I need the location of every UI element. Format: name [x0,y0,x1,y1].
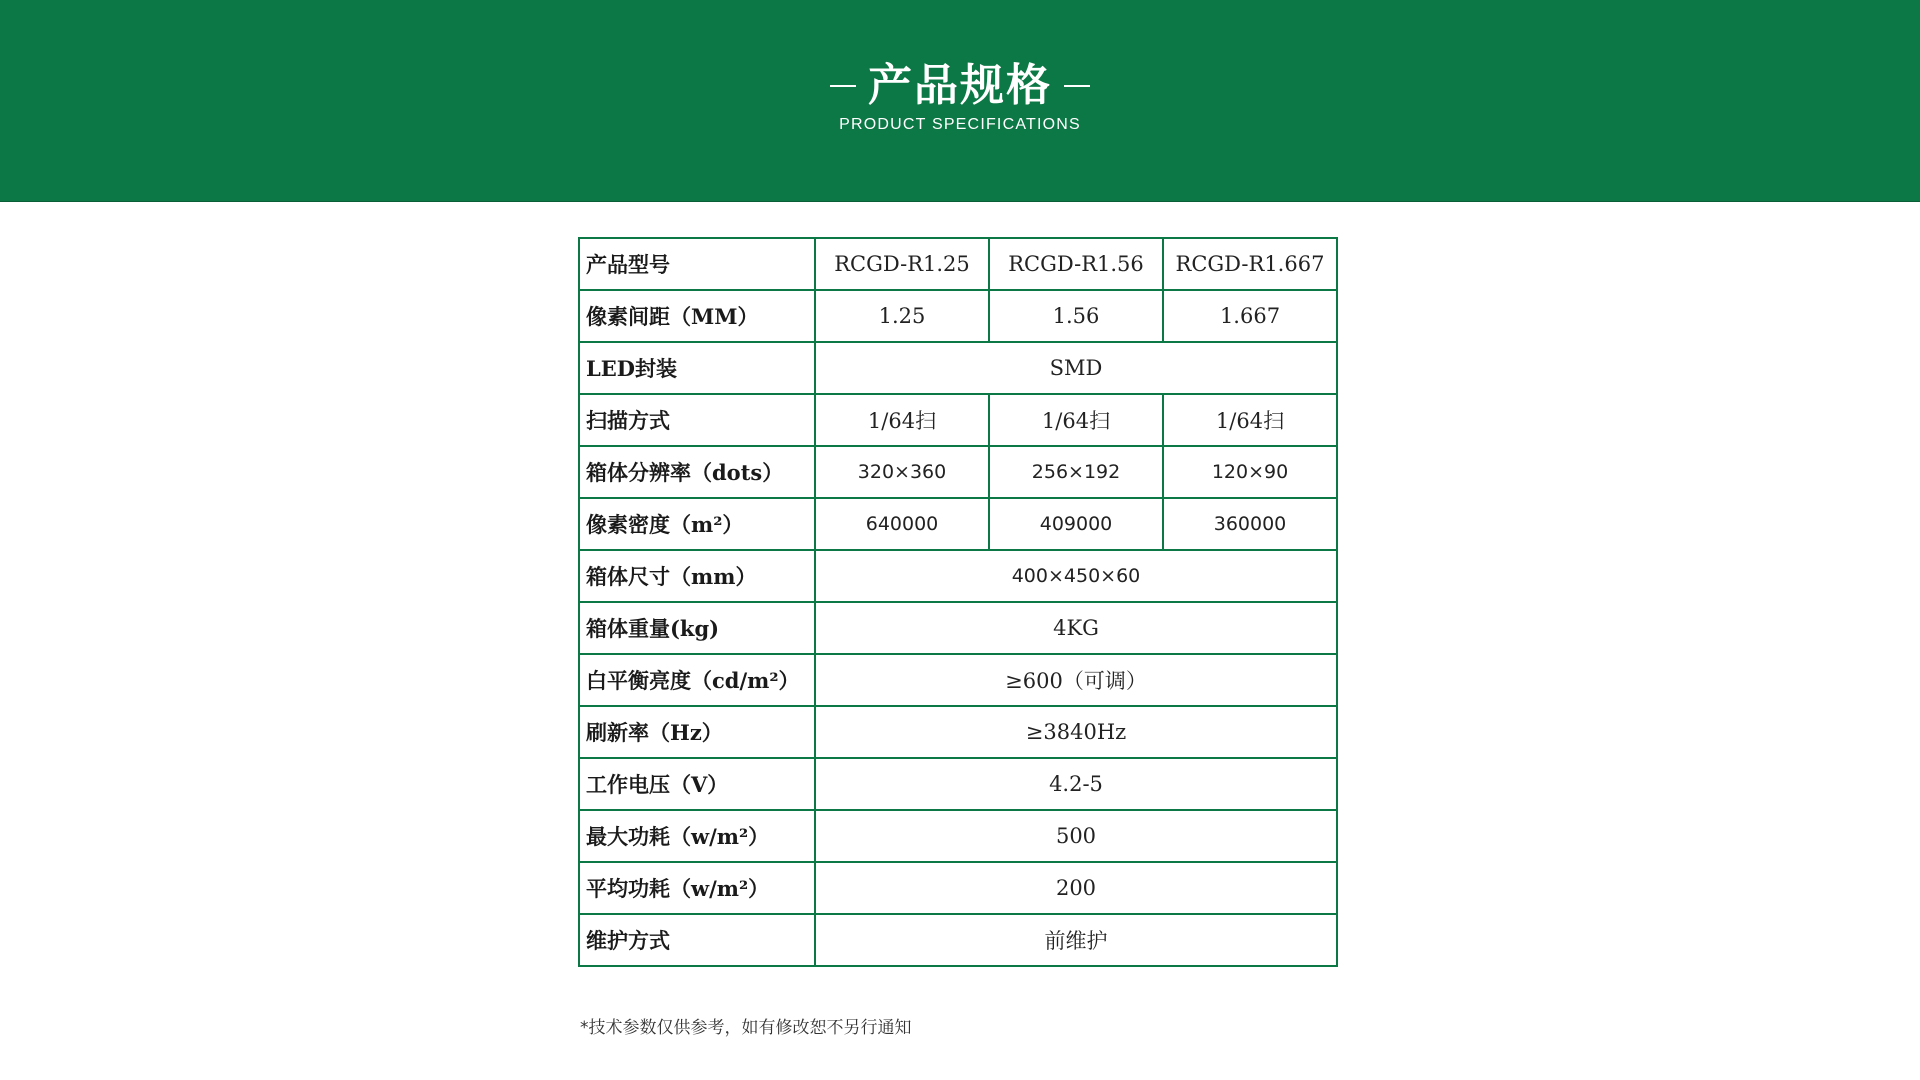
table-cell-merged: SMD [815,342,1337,394]
row-label: 箱体尺寸（mm） [579,550,815,602]
table-row [579,394,1337,446]
row-label: 刷新率（Hz） [579,706,815,758]
table-cell: 360000 [1163,498,1337,550]
table-cell: 640000 [815,498,989,550]
table-row [579,914,1337,966]
table-cell-merged: 400×450×60 [815,550,1337,602]
title-row [0,58,1920,114]
table-cell: 1/64扫 [989,394,1163,446]
row-label: 白平衡亮度（cd/m²） [579,654,815,706]
table-cell: 256×192 [989,446,1163,498]
table-cell: 1/64扫 [1163,394,1337,446]
table-cell-merged: 4KG [815,602,1337,654]
table-cell: 1.667 [1163,290,1337,342]
row-label: 维护方式 [579,914,815,966]
row-label: 像素密度（m²） [579,498,815,550]
table-row [579,758,1337,810]
row-label: 工作电压（V） [579,758,815,810]
page-title: 产品规格 [868,60,1052,111]
table-row [579,550,1337,602]
table-row [579,654,1337,706]
row-label: 扫描方式 [579,394,815,446]
row-label: 产品型号 [579,238,815,290]
title-right-dash [1064,85,1090,87]
table-cell: RCGD-R1.25 [815,238,989,290]
header-banner [0,0,1920,202]
table-row [579,810,1337,862]
row-label: 平均功耗（w/m²） [579,862,815,914]
table-cell: 1.56 [989,290,1163,342]
disclaimer-note: *技术参数仅供参考，如有修改恕不另行通知 [580,1018,912,1038]
table-cell-merged: 200 [815,862,1337,914]
table-cell-merged: ≥3840Hz [815,706,1337,758]
row-label: 像素间距（MM） [579,290,815,342]
table-cell: 1.25 [815,290,989,342]
row-label: 箱体重量(kg) [579,602,815,654]
table-cell-merged: 500 [815,810,1337,862]
table-cell: 320×360 [815,446,989,498]
table-cell: RCGD-R1.56 [989,238,1163,290]
table-cell: 1/64扫 [815,394,989,446]
table-row [579,602,1337,654]
table-row [579,290,1337,342]
table-cell: 120×90 [1163,446,1337,498]
table-cell: RCGD-R1.667 [1163,238,1337,290]
table-cell: 409000 [989,498,1163,550]
table-row [579,706,1337,758]
row-label: LED封装 [579,342,815,394]
row-label: 最大功耗（w/m²） [579,810,815,862]
table-cell-merged: 前维护 [815,914,1337,966]
table-row [579,862,1337,914]
table-row [579,238,1337,290]
table-cell-merged: ≥600（可调） [815,654,1337,706]
spec-table [578,237,1338,967]
page-subtitle: PRODUCT SPECIFICATIONS [839,116,1081,133]
table-cell-merged: 4.2-5 [815,758,1337,810]
title-left-dash [830,85,856,87]
table-row [579,342,1337,394]
table-row [579,446,1337,498]
table-row [579,498,1337,550]
row-label: 箱体分辨率（dots） [579,446,815,498]
